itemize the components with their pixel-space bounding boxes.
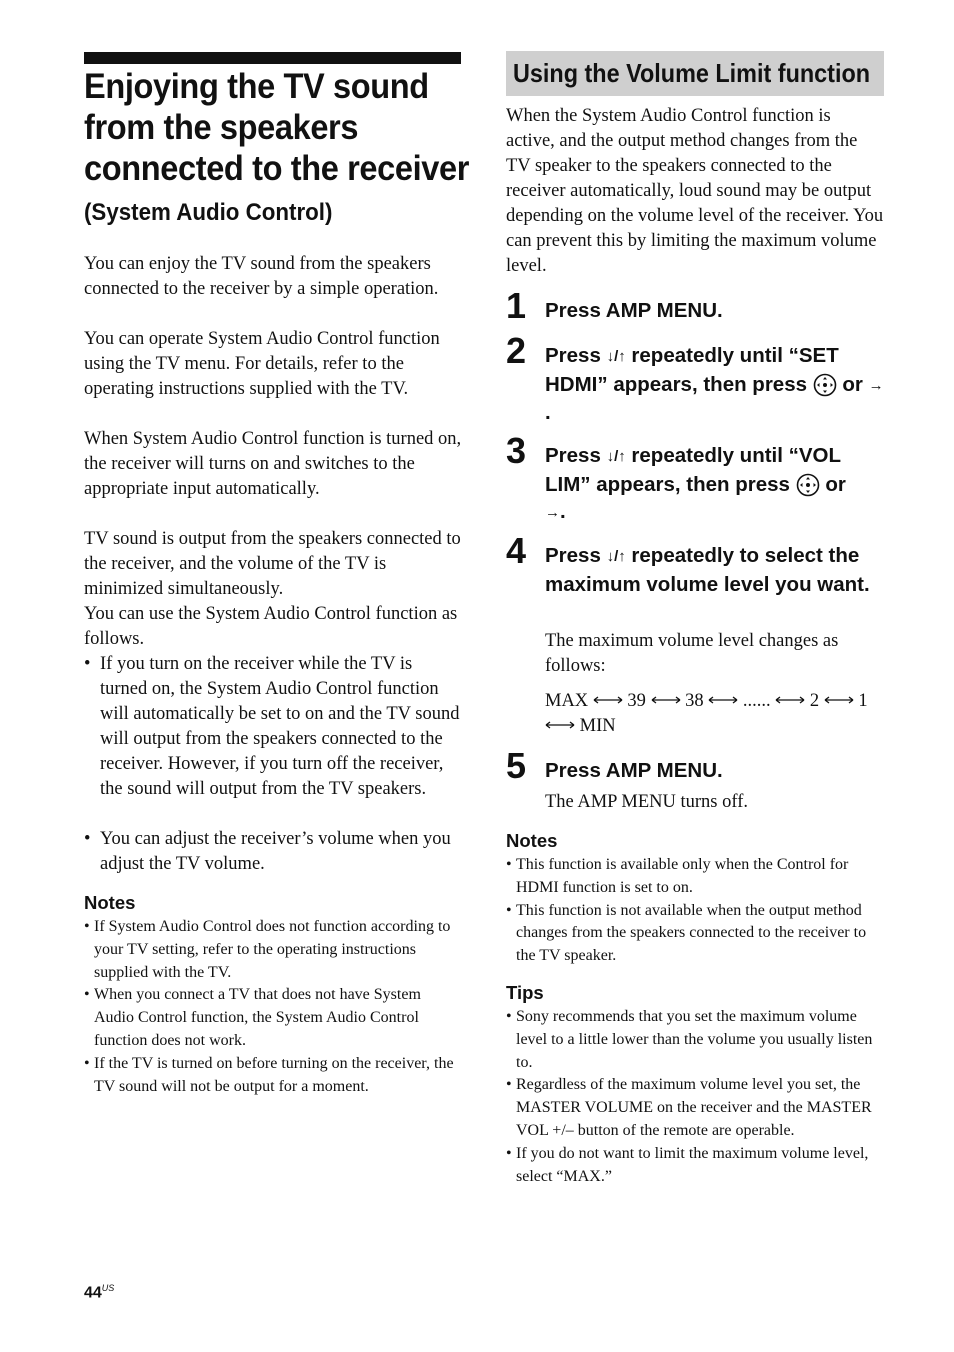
note-text: This function is not available when the output method changes from the speakers connected to the receiver to the TV speaker.: [516, 901, 867, 965]
double-arrow-icon: [708, 695, 738, 705]
step-text-part: Press: [545, 544, 607, 567]
region-code: US: [101, 1283, 115, 1293]
intro-paragraph: When the System Audio Control function is active, and the output method changes from the TV speaker to the speakers connected to the receiver automatically, loud sound may be output depending on the volume level of the receiver. You can prevent this by limiting the maximum volume level.: [506, 106, 884, 276]
note-text: If the TV is turned on before turning on the receiver, the TV sound will not be output for a moment.: [94, 1054, 454, 1095]
notes-heading: Notes: [506, 830, 558, 851]
double-arrow-icon: [545, 720, 575, 730]
paragraph-4: TV sound is output from the speakers connected to the receiver, and the volume of the TV is minimized simultaneously.: [84, 529, 461, 599]
tip-text: If you do not want to limit the maximum volume level, select “MAX.”: [516, 1144, 869, 1185]
section-header: [506, 51, 884, 96]
paragraph-3: When System Audio Control function is turned on, the receiver will turns on and switches to the appropriate input automatically.: [84, 429, 462, 499]
down-up-arrow-icon: ↓/↑: [606, 348, 626, 365]
note-text: If System Audio Control does not function according to your TV setting, refer to the operating instructions supplied with the TV.: [94, 918, 451, 981]
note-item: • If the TV is turned on before turning on the receiver, the TV sound will not be output for a moment.: [84, 1054, 454, 1095]
title-line-2: from the speakers: [84, 108, 359, 147]
sequence-item: 39: [627, 691, 646, 711]
step-text-part: Press: [545, 444, 607, 467]
tips-list: [506, 1006, 884, 1188]
tip-item: • Sony recommends that you set the maximum volume level to a little lower than the volume you usually listen to.: [506, 1008, 873, 1071]
sequence-item: 2: [809, 691, 820, 711]
step-instruction: [545, 757, 885, 785]
step-text-part: .: [560, 500, 566, 523]
bullet-dot: •: [84, 829, 91, 849]
bullet-dot: •: [84, 654, 91, 674]
sequence-item: MAX: [545, 691, 589, 711]
step-instruction: [545, 442, 885, 527]
sequence-item: 1: [858, 691, 868, 711]
page-title: [84, 66, 470, 189]
paragraph-1: You can enjoy the TV sound from the speakers connected to the receiver by a simple operation.: [84, 254, 439, 299]
page-number: [84, 1283, 114, 1302]
tip-item: • Regardless of the maximum volume level you set, the MASTER VOLUME on the receiver and the MASTER VOL +/– button of the remote are operable.: [506, 1076, 872, 1139]
step-instruction: [545, 542, 885, 598]
bullet-item: [84, 827, 462, 877]
page-number-value: 44: [84, 1284, 102, 1302]
bullet-text: You can adjust the receiver’s volume when you adjust the TV volume.: [100, 829, 451, 874]
note-text: When you connect a TV that does not have System Audio Control function, the System Audio Control function does not work.: [94, 986, 421, 1049]
step-instruction: [545, 297, 885, 325]
section-title: Using the Volume Limit function: [513, 58, 871, 88]
sequence-item: 38: [685, 691, 704, 711]
step-text-part: or: [819, 472, 846, 496]
right-arrow-icon: →: [868, 376, 884, 394]
tip-text: Regardless of the maximum volume level you set, the MASTER VOLUME on the receiver and the MASTER VOL +/– button of the remote are operable.: [516, 1076, 872, 1139]
title-line-3: connected to the receiver: [84, 149, 470, 188]
title-rule: [84, 52, 461, 64]
volume-sequence: [545, 689, 885, 739]
step-description: The AMP MENU turns off.: [545, 792, 748, 812]
double-arrow-icon: [775, 695, 805, 705]
note-item: • This function is available only when the Control for HDMI function is set to on.: [506, 856, 849, 896]
notes-list: [84, 916, 462, 1098]
enter-button-icon: [796, 473, 820, 497]
enter-button-icon: [813, 373, 837, 397]
step-text-part: .: [545, 401, 551, 424]
step-number: 5: [506, 745, 527, 786]
step-number: 1: [506, 285, 527, 326]
tip-text: Sony recommends that you set the maximum volume level to a little lower than the volume you usually listen to.: [516, 1008, 873, 1071]
step-text-part: repeatedly until “VOL LIM” appears, then press: [545, 444, 841, 496]
step-text-part: Press AMP MENU.: [545, 299, 723, 322]
step-text-part: repeatedly until “SET HDMI” appears, then press: [545, 344, 839, 396]
notes-heading: Notes: [84, 892, 136, 913]
step-number: 2: [506, 330, 527, 371]
down-up-arrow-icon: ↓/↑: [606, 548, 626, 565]
right-arrow-icon: →: [545, 504, 560, 521]
note-item: • This function is not available when the output method changes from the speakers connected to the receiver to the TV speaker.: [506, 901, 867, 965]
tip-item: • If you do not want to limit the maximum volume level, select “MAX.”: [506, 1144, 869, 1185]
tips-heading: Tips: [506, 982, 544, 1003]
step-text-part: repeatedly to select the maximum volume level you want.: [545, 544, 870, 596]
step-description: The maximum volume level changes as follows:: [545, 631, 839, 676]
double-arrow-icon: [593, 695, 623, 705]
step-text-part: or: [836, 372, 869, 396]
step-text-part: Press: [545, 344, 607, 367]
note-item: • If System Audio Control does not function according to your TV setting, refer to the operating instructions supplied with the TV.: [84, 918, 451, 981]
down-up-arrow-icon: ↓/↑: [606, 448, 626, 465]
step-number: 3: [506, 430, 527, 471]
bullet-text: If you turn on the receiver while the TV is turned on, the System Audio Control function will automatically be set to on and the TV sound will output from the speakers connected to the receiver. However, if you turn off the receiver, the sound will output from the TV speakers.: [100, 654, 460, 799]
page-subtitle: (System Audio Control): [84, 199, 333, 226]
bullet-item: [84, 652, 462, 802]
step-number: 4: [506, 530, 527, 571]
paragraph-2: You can operate System Audio Control function using the TV menu. For details, refer to the operating instructions supplied with the TV.: [84, 329, 440, 399]
paragraph-5: You can use the System Audio Control function as follows.: [84, 604, 458, 649]
double-arrow-icon: [824, 695, 854, 705]
notes-list: [506, 854, 884, 968]
step-instruction: [545, 342, 885, 427]
step-text-part: Press AMP MENU.: [545, 759, 723, 782]
note-item: • When you connect a TV that does not have System Audio Control function, the System Audio Control function does not work.: [84, 986, 421, 1049]
title-line-1: Enjoying the TV sound: [84, 67, 429, 106]
double-arrow-icon: [651, 695, 681, 705]
sequence-item: MIN: [579, 716, 616, 736]
sequence-item: ......: [742, 691, 771, 711]
note-text: This function is available only when the Control for HDMI function is set to on.: [516, 856, 849, 896]
